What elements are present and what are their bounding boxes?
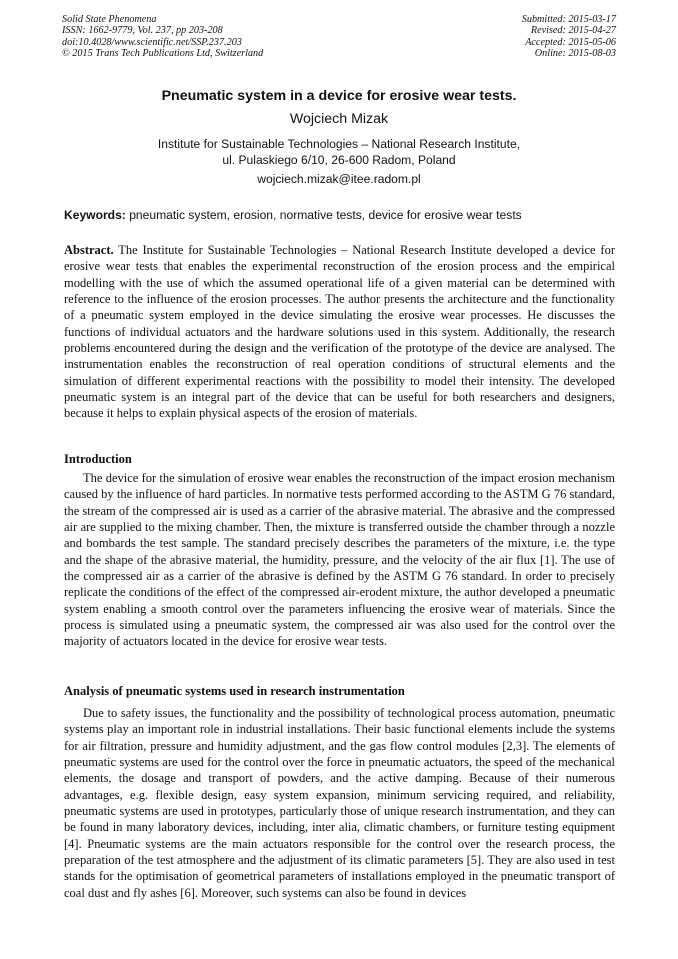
affiliation-line-2: ul. Pulaskiego 6/10, 26-600 Radom, Poland <box>222 153 456 167</box>
affiliation-line-1: Institute for Sustainable Technologies – National Research Institute, <box>157 137 521 151</box>
online-date: Online: 2015-08-03 <box>534 47 616 59</box>
introduction-paragraph: The device for the simulation of erosive wear enables the reconstruction of the impact erosion mechanism caused by the influence of hard particles. In normative tests performed according to the ASTM G 76 standard, the stream of the compressed air is used as a carrier of the abrasive material. The abrasive and the compressed air are supplied to the mixing chamber. Then, the mixture is transferred outside the chamber through a nozzle and bombards the test sample. The standard precisely describes the parameters of the mixture, i.e. the type and the shape of the abrasive material, the humidity, pressure, and the velocity of the air flux [1]. The use of the compressed air as a carrier of the abrasive is defined by the ASTM G 76 standard. In order to precisely replicate the conditions of the effect of the compressed air-erodent mixture, the author developed a pneumatic system enabling a smooth control over the parameters influencing the erosive wear of materials. Since the process is simulated using a pneumatic system, the compressed air was also used for the control over the majority of actuators located in the device for erosive wear tests. <box>64 471 615 649</box>
author-name: Wojciech Mizak <box>289 111 389 127</box>
abstract-label: Abstract. <box>64 243 114 257</box>
abstract-text: The Institute for Sustainable Technologies – National Research Institute developed a device for erosive wear tests that enables the experimental reconstruction of the erosion process and the empirical modelling with the use of which the assumed operational life of a given material can be determined with reference to the influence of the erosion processes. The author presents the architecture and the functionality of a pneumatic system employed in the device simulating the erosive wear processes. He discusses the functions of individual actuators and the hardware solutions used in this system. Additionally, the research problems encountered during the design and the verification of the prototype of the device are analysed. The instrumentation enables the reconstruction of real operation conditions of structural elements and the simulation of different experimental reactions with the possibility to model their intensity. The developed pneumatic system is an integral part of the device that can be useful for both researchers and designers, because it helps to explain physical aspects of the erosion of materials. <box>64 243 615 421</box>
accepted-date: Accepted: 2015-05-06 <box>525 36 616 48</box>
keywords <box>64 208 624 222</box>
abstract <box>64 242 615 422</box>
submitted-date: Submitted: 2015-03-17 <box>521 14 616 25</box>
publication-dates <box>522 14 616 59</box>
issn-line: ISSN: 1662-9779, Vol. 237, pp 203-208 <box>62 25 223 37</box>
analysis-paragraph: Due to safety issues, the functionality and the possibility of technological process automation, pneumatic systems play an important role in industrial installations. Their basic functional elements include the systems for air filtration, pressure and humidity adjustment, and the gas flow control modules [2,3]. The elements of pneumatic systems are used for the control over the force in pneumatic actuators, the speed of the mechanical elements, the dosage and transport of powders, and the active damping. Because of their numerous advantages, e.g. flexible design, easy system expansion, minimum servicing required, and reliability, pneumatic systems are used in prototypes, particularly those of unique research instrumentation, and they can be found in many laboratory devices, including, inter alia, climatic chambers, or furniture testing equipment [4]. Pneumatic systems are the main actuators responsible for the control over the research process, the preparation of the test atmosphere and the adjustment of its climatic parameters [5]. They are also used in test stands for the optimisation of geometrical parameters of installations employed in the pneumatic transport of coal dust and fly ashes [6]. Moreover, such systems can also be found in devices <box>64 706 615 900</box>
introduction-heading: Introduction <box>64 452 132 466</box>
author-email[interactable]: wojciech.mizak@itee.radom.pl <box>257 172 421 186</box>
journal-info <box>62 14 263 59</box>
revised-date: Revised: 2015-04-27 <box>530 25 616 37</box>
keywords-label: Keywords: <box>64 208 126 222</box>
copyright-line: © 2015 Trans Tech Publications Ltd, Switzerland <box>62 47 264 59</box>
affiliation <box>0 136 678 168</box>
analysis-heading: Analysis of pneumatic systems used in research instrumentation <box>64 684 405 698</box>
journal-name: Solid State Phenomena <box>62 14 157 25</box>
keywords-text: pneumatic system, erosion, normative tests, device for erosive wear tests <box>125 208 522 222</box>
paper-title: Pneumatic system in a device for erosive wear tests. <box>161 88 517 104</box>
doi-line: doi:10.4028/www.scientific.net/SSP.237.203 <box>62 36 242 48</box>
